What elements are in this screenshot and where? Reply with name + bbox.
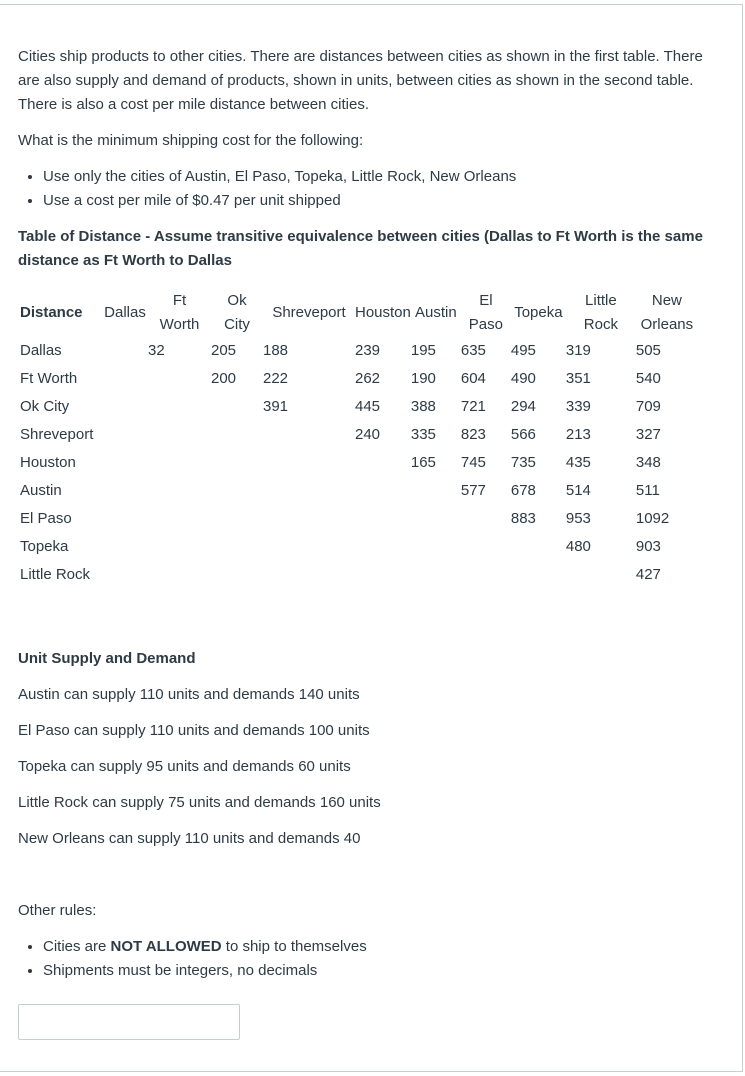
distance-cell: 1092 (635, 510, 670, 527)
distance-cell (411, 477, 461, 505)
distance-cell (211, 561, 263, 589)
distance-cell: 351 (565, 370, 591, 387)
column-header: El Paso (468, 292, 503, 333)
distance-cell (211, 477, 263, 505)
row-label: Houston (20, 454, 76, 471)
distance-cell: 480 (565, 538, 591, 555)
distance-cell: 445 (355, 398, 381, 415)
distance-cell: 213 (565, 426, 591, 443)
distance-table (20, 289, 698, 589)
distance-cell (211, 393, 263, 421)
distance-cell (148, 505, 211, 533)
distance-table-body (20, 337, 698, 589)
distance-cell (102, 337, 148, 365)
distance-cell: 205 (211, 342, 237, 359)
distance-cell: 262 (355, 370, 381, 387)
rule-item: • Shipments must be integers, no decimals (43, 959, 718, 983)
distance-cell (102, 449, 148, 477)
distance-cell (148, 365, 211, 393)
distance-cell (148, 561, 211, 589)
supply-demand-line: Austin can supply 110 units and demands 140 units (18, 686, 360, 703)
distance-cell: 435 (565, 454, 591, 471)
row-label: Shreveport (20, 426, 94, 443)
table-row (20, 505, 698, 533)
distance-cell: 511 (635, 482, 660, 499)
distance-cell (148, 533, 211, 561)
distance-cell (211, 449, 263, 477)
distance-cell: 222 (263, 370, 289, 387)
distance-cell (355, 533, 411, 561)
distance-cell: 335 (410, 426, 436, 443)
distance-cell (263, 505, 355, 533)
distance-cell (263, 561, 355, 589)
distance-cell: 823 (460, 426, 486, 443)
table-header-row (20, 289, 698, 337)
question-text: What is the minimum shipping cost for the following: (18, 132, 364, 149)
distance-cell: 883 (510, 510, 536, 527)
table-row (20, 561, 698, 589)
distance-cell: 604 (460, 370, 486, 387)
distance-cell (148, 393, 211, 421)
row-label: Austin (20, 482, 62, 499)
supply-demand-title: Unit Supply and Demand (18, 650, 196, 667)
table-row (20, 337, 698, 365)
distance-cell: 348 (635, 454, 661, 471)
distance-table-title: Table of Distance - Assume transitive equivalence between cities (Dallas to Ft Worth is the same distance as Ft Worth to Dallas (18, 228, 703, 269)
distance-cell (148, 421, 211, 449)
distance-cell (263, 449, 355, 477)
distance-cell (355, 561, 411, 589)
distance-cell: 566 (510, 426, 536, 443)
distance-cell (211, 505, 263, 533)
distance-cell (355, 449, 411, 477)
distance-cell: 165 (410, 454, 436, 471)
distance-cell (211, 533, 263, 561)
distance-cell (102, 561, 148, 589)
conditions-list (18, 165, 718, 213)
column-header: Houston (355, 304, 411, 321)
table-row (20, 449, 698, 477)
distance-cell: 32 (148, 342, 165, 359)
distance-cell: 495 (510, 342, 536, 359)
column-header: New Orleans (640, 292, 694, 333)
distance-cell: 903 (635, 538, 661, 555)
distance-cell (102, 505, 148, 533)
distance-cell (511, 533, 566, 561)
distance-cell (411, 505, 461, 533)
rule-item: • Cities are NOT ALLOWED to ship to themselves (43, 935, 718, 959)
distance-cell: 514 (565, 482, 591, 499)
supply-demand-line: Little Rock can supply 75 units and demands 160 units (18, 794, 381, 811)
distance-cell: 427 (635, 566, 661, 583)
distance-cell: 635 (460, 342, 486, 359)
distance-cell: 953 (565, 510, 591, 527)
distance-cell: 540 (635, 370, 661, 387)
distance-cell: 745 (460, 454, 486, 471)
column-header: Austin (415, 304, 457, 321)
distance-cell (102, 533, 148, 561)
table-row (20, 533, 698, 561)
distance-cell (566, 561, 636, 589)
distance-cell (102, 393, 148, 421)
distance-cell: 678 (510, 482, 536, 499)
distance-cell: 735 (510, 454, 536, 471)
distance-cell (511, 561, 566, 589)
condition-item: • Use a cost per mile of $0.47 per unit shipped (43, 189, 718, 213)
distance-cell (102, 365, 148, 393)
row-label: Topeka (20, 538, 69, 555)
column-header: Topeka (514, 304, 563, 321)
distance-cell (355, 477, 411, 505)
distance-cell: 294 (510, 398, 536, 415)
distance-cell: 388 (410, 398, 436, 415)
answer-input[interactable] (18, 1004, 240, 1040)
distance-cell: 319 (565, 342, 591, 359)
distance-cell: 339 (565, 398, 591, 415)
table-row (20, 477, 698, 505)
distance-cell (461, 561, 511, 589)
supply-demand-line: Topeka can supply 95 units and demands 60 units (18, 758, 351, 775)
distance-cell (263, 533, 355, 561)
distance-cell (411, 561, 461, 589)
distance-cell: 490 (510, 370, 536, 387)
column-header: Ft Worth (159, 292, 200, 333)
column-header: Dallas (104, 304, 146, 321)
question-content (18, 45, 718, 995)
distance-cell: 721 (460, 398, 486, 415)
distance-cell (263, 421, 355, 449)
distance-cell: 190 (410, 370, 436, 387)
distance-cell (263, 477, 355, 505)
distance-cell: 327 (635, 426, 661, 443)
column-header: Little Rock (583, 292, 618, 333)
intro-text: Cities ship products to other cities. There are distances between cities as shown in the first table. There are also supply and demand of products, shown in units, between cities as shown in the second table. There is also a cost per mile distance between cities. (18, 48, 703, 113)
distance-cell: 195 (410, 342, 436, 359)
column-header: Ok City (224, 292, 250, 333)
distance-cell (102, 477, 148, 505)
distance-cell (355, 505, 411, 533)
distance-cell: 240 (355, 426, 381, 443)
column-header: Shreveport (272, 304, 346, 321)
distance-cell (461, 505, 511, 533)
distance-cell (461, 533, 511, 561)
other-rules-list (18, 935, 718, 983)
distance-cell: 577 (460, 482, 486, 499)
distance-cell (148, 449, 211, 477)
row-label: El Paso (20, 510, 72, 527)
row-label: Ft Worth (20, 370, 78, 387)
distance-cell (148, 477, 211, 505)
distance-cell: 709 (635, 398, 661, 415)
distance-cell: 200 (211, 370, 237, 387)
row-label: Ok City (20, 398, 70, 415)
distance-cell (211, 421, 263, 449)
rule-emphasis: NOT ALLOWED (110, 938, 222, 955)
distance-cell: 505 (635, 342, 661, 359)
distance-cell: 391 (263, 398, 289, 415)
condition-item: • Use only the cities of Austin, El Paso, Topeka, Little Rock, New Orleans (43, 165, 718, 189)
table-corner-header: Distance (20, 304, 83, 321)
distance-cell (411, 533, 461, 561)
table-row (20, 393, 698, 421)
supply-demand-line: El Paso can supply 110 units and demands 100 units (18, 722, 370, 739)
table-row (20, 365, 698, 393)
other-rules-title: Other rules: (18, 902, 97, 919)
distance-cell (102, 421, 148, 449)
table-row (20, 421, 698, 449)
supply-demand-line: New Orleans can supply 110 units and demands 40 (18, 830, 361, 847)
distance-cell: 239 (355, 342, 381, 359)
row-label: Dallas (20, 342, 62, 359)
distance-cell: 188 (263, 342, 289, 359)
row-label: Little Rock (20, 566, 91, 583)
